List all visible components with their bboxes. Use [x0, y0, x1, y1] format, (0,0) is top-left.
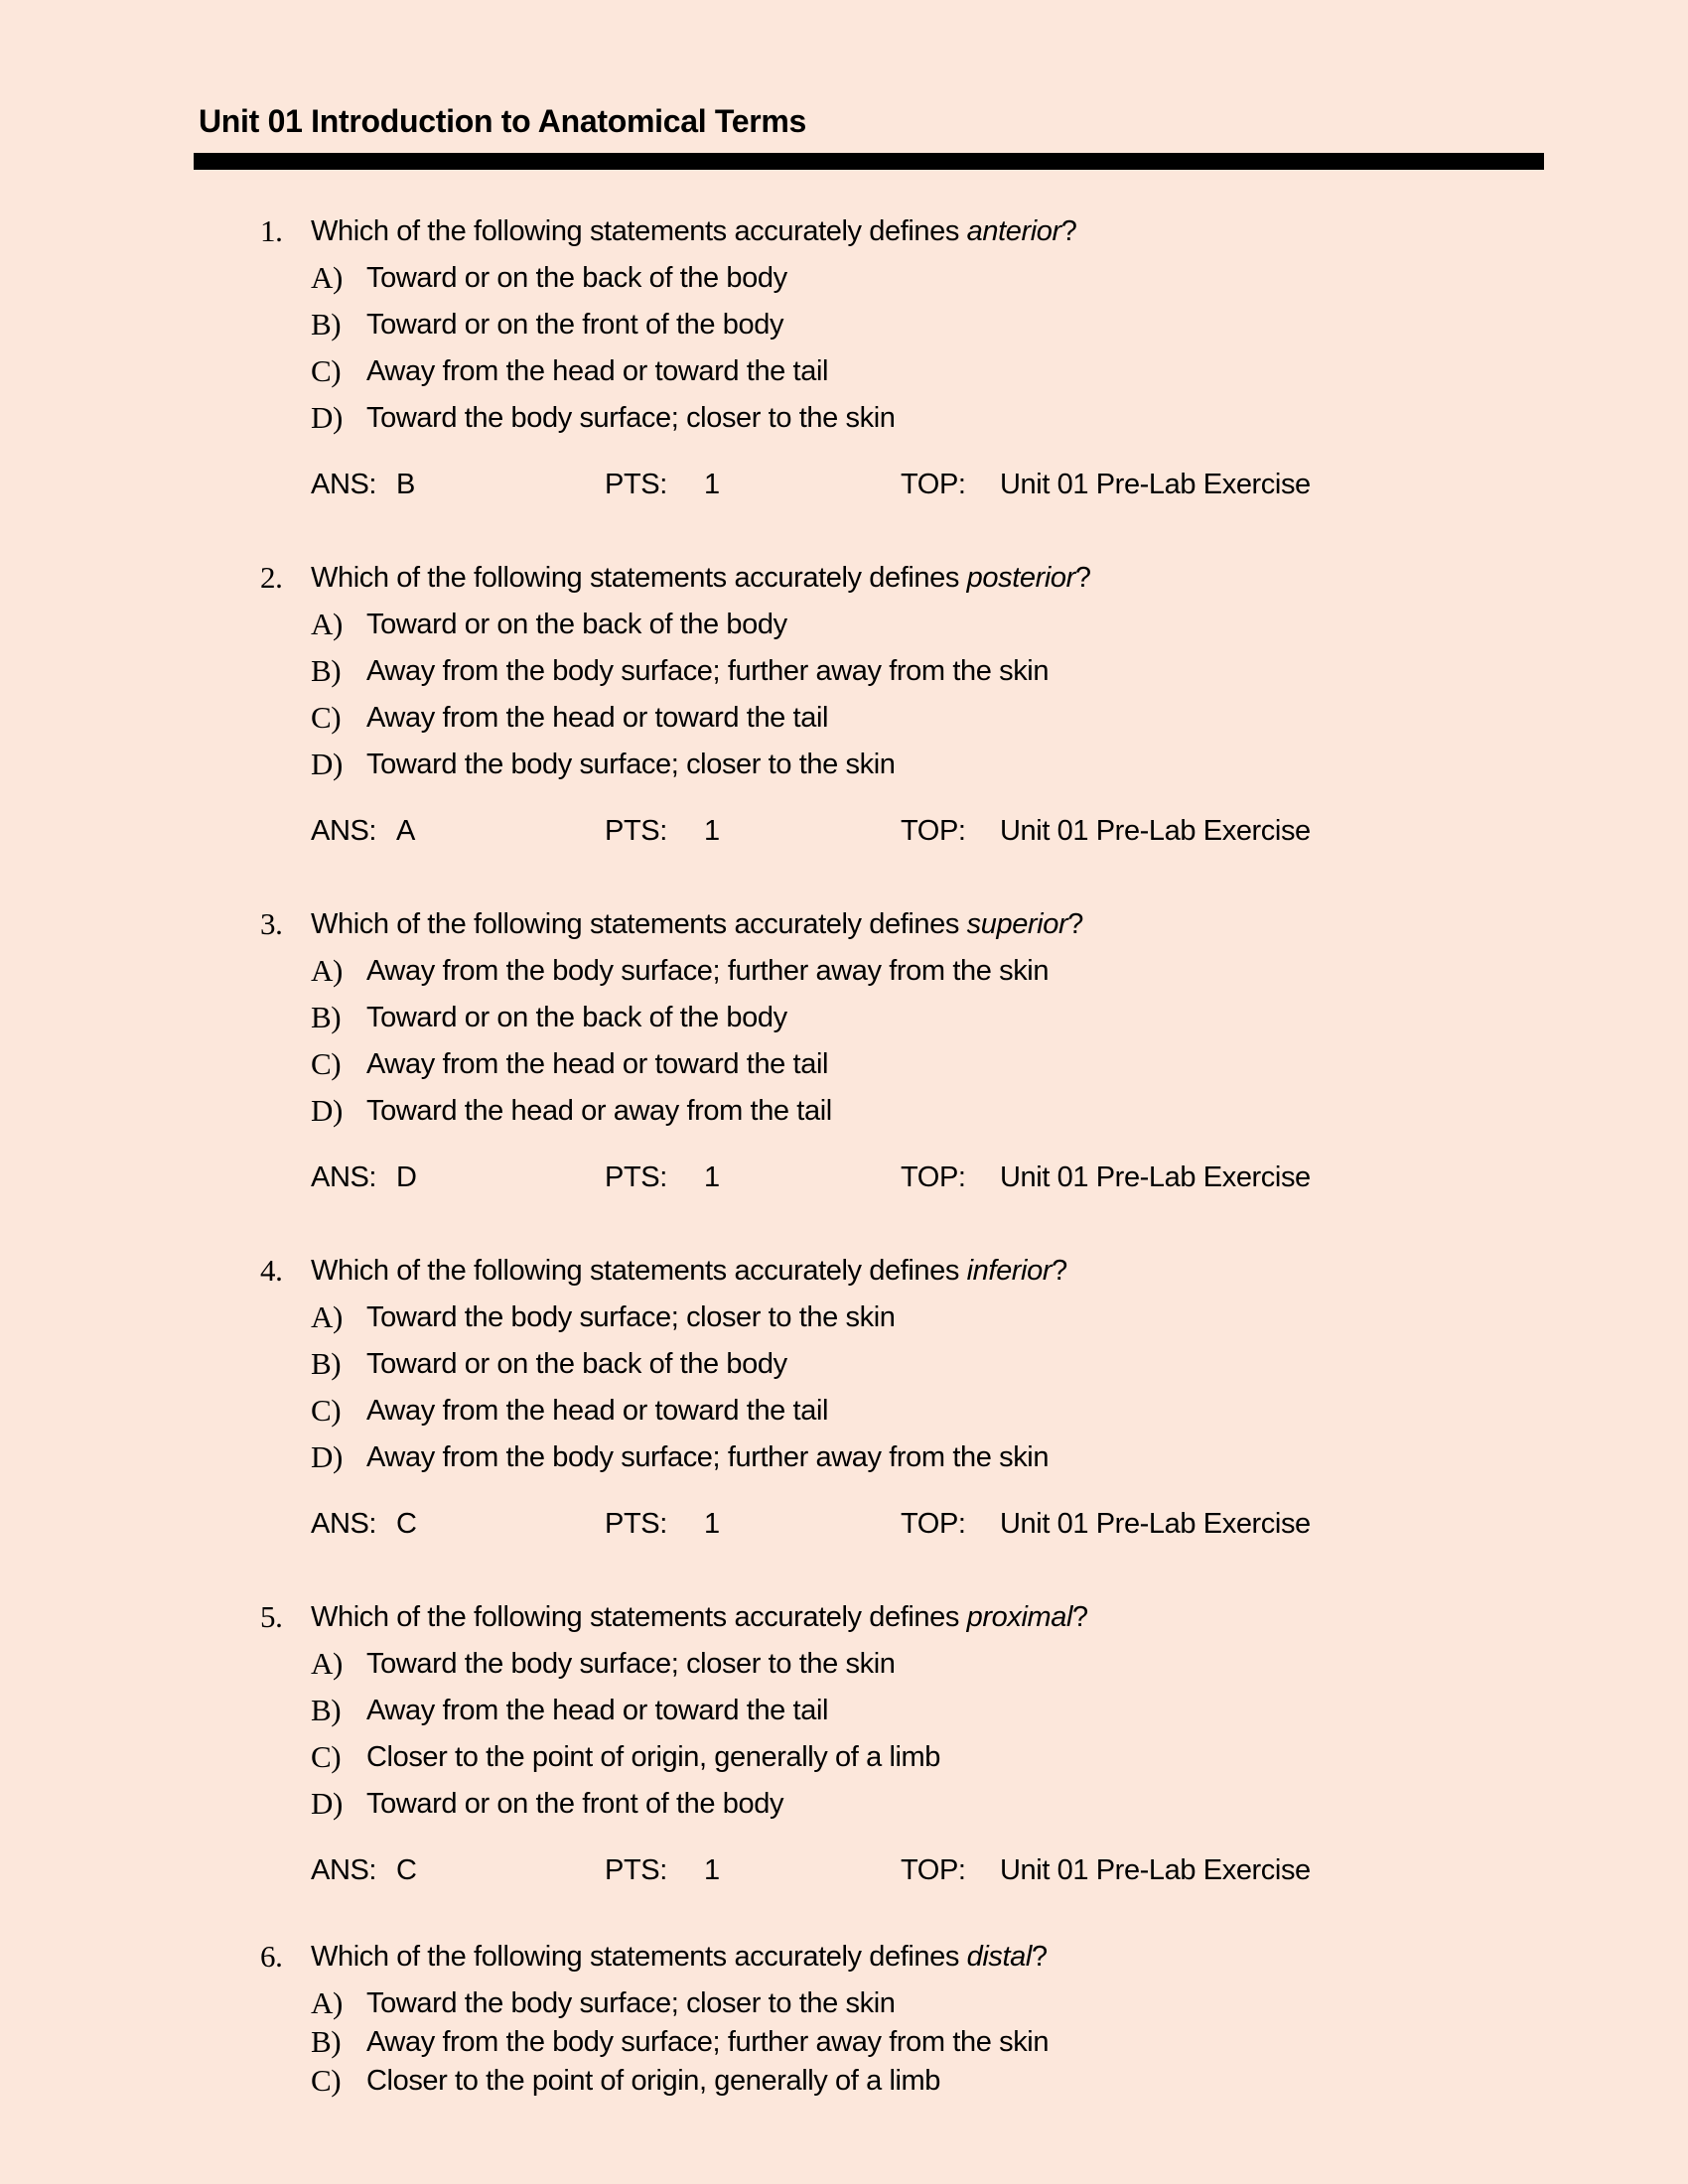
- ans-label: ANS:: [311, 815, 377, 847]
- pts-label: PTS:: [605, 1161, 667, 1193]
- option-letter: D): [311, 747, 343, 781]
- ans-label: ANS:: [311, 469, 377, 500]
- option-text: Away from the body surface; further away from the skin: [366, 2026, 1050, 2058]
- pts-value: 1: [704, 1508, 720, 1540]
- option-text: Toward or on the front of the body: [366, 1788, 784, 1820]
- question-stem: Which of the following statements accurately defines superior?: [311, 908, 1083, 940]
- option-letter: D): [311, 1093, 343, 1128]
- top-value: Unit 01 Pre-Lab Exercise: [1000, 815, 1311, 847]
- option-letter: A): [311, 1299, 343, 1334]
- option-letter: B): [311, 1693, 342, 1727]
- option-letter: C): [311, 2063, 342, 2098]
- question-number: 5.: [260, 1599, 283, 1634]
- page-title: Unit 01 Introduction to Anatomical Terms: [199, 103, 807, 139]
- option-text: Away from the head or toward the tail: [366, 1695, 829, 1726]
- question-number: 4.: [260, 1253, 283, 1288]
- option-text: Toward the body surface; closer to the skin: [366, 1301, 896, 1333]
- top-label: TOP:: [901, 1161, 966, 1193]
- ans-value: C: [396, 1508, 417, 1540]
- question-term: superior: [966, 908, 1068, 940]
- question-stem: Which of the following statements accurately defines distal?: [311, 1941, 1048, 1973]
- option-text: Toward the body surface; closer to the skin: [366, 402, 896, 434]
- option-letter: A): [311, 607, 343, 641]
- option-letter: D): [311, 400, 343, 435]
- option-letter: B): [311, 2024, 342, 2059]
- ans-value: D: [396, 1161, 417, 1193]
- top-label: TOP:: [901, 815, 966, 847]
- pts-value: 1: [704, 469, 720, 500]
- option-text: Toward the head or away from the tail: [366, 1095, 832, 1127]
- title-divider: [194, 153, 1544, 170]
- option-text: Toward the body surface; closer to the skin: [366, 749, 896, 780]
- question-stem: Which of the following statements accurately defines anterior?: [311, 215, 1077, 247]
- option-letter: A): [311, 953, 343, 988]
- question-number: 1.: [260, 213, 283, 248]
- option-text: Toward the body surface; closer to the skin: [366, 1987, 896, 2019]
- top-value: Unit 01 Pre-Lab Exercise: [1000, 469, 1311, 500]
- option-text: Away from the head or toward the tail: [366, 1395, 829, 1427]
- option-letter: C): [311, 700, 342, 735]
- option-letter: D): [311, 1439, 343, 1474]
- pts-value: 1: [704, 815, 720, 847]
- top-label: TOP:: [901, 1508, 966, 1540]
- option-text: Toward or on the back of the body: [366, 1002, 787, 1033]
- option-text: Away from the head or toward the tail: [366, 355, 829, 387]
- option-letter: B): [311, 653, 342, 688]
- option-text: Toward the body surface; closer to the skin: [366, 1648, 896, 1680]
- ans-value: C: [396, 1854, 417, 1886]
- option-letter: C): [311, 1739, 342, 1774]
- option-text: Away from the body surface; further away from the skin: [366, 655, 1050, 687]
- option-letter: B): [311, 1346, 342, 1381]
- option-letter: A): [311, 1646, 343, 1681]
- question-term: posterior: [966, 562, 1075, 594]
- option-letter: C): [311, 1393, 342, 1428]
- question-term: proximal: [966, 1601, 1073, 1633]
- option-text: Away from the body surface; further away from the skin: [366, 1441, 1050, 1473]
- option-text: Toward or on the back of the body: [366, 609, 787, 640]
- pts-label: PTS:: [605, 469, 667, 500]
- option-text: Toward or on the back of the body: [366, 1348, 787, 1380]
- question-stem: Which of the following statements accurately defines inferior?: [311, 1255, 1067, 1287]
- ans-label: ANS:: [311, 1161, 377, 1193]
- option-letter: D): [311, 1786, 343, 1821]
- top-value: Unit 01 Pre-Lab Exercise: [1000, 1508, 1311, 1540]
- question-term: distal: [966, 1941, 1032, 1973]
- option-text: Away from the head or toward the tail: [366, 702, 829, 734]
- option-text: Toward or on the back of the body: [366, 262, 787, 294]
- pts-value: 1: [704, 1854, 720, 1886]
- ans-label: ANS:: [311, 1508, 377, 1540]
- question-number: 2.: [260, 560, 283, 595]
- option-text: Closer to the point of origin, generally of a limb: [366, 1741, 941, 1773]
- pts-label: PTS:: [605, 815, 667, 847]
- option-text: Toward or on the front of the body: [366, 309, 784, 341]
- question-term: anterior: [966, 215, 1061, 247]
- question-number: 6.: [260, 1939, 283, 1974]
- question-term: inferior: [966, 1255, 1053, 1287]
- ans-value: B: [396, 469, 415, 500]
- option-text: Away from the body surface; further away from the skin: [366, 955, 1050, 987]
- option-letter: A): [311, 260, 343, 295]
- question-stem: Which of the following statements accurately defines proximal?: [311, 1601, 1088, 1633]
- pts-label: PTS:: [605, 1508, 667, 1540]
- option-text: Closer to the point of origin, generally of a limb: [366, 2065, 941, 2097]
- option-text: Away from the head or toward the tail: [366, 1048, 829, 1080]
- top-value: Unit 01 Pre-Lab Exercise: [1000, 1854, 1311, 1886]
- option-letter: C): [311, 353, 342, 388]
- top-label: TOP:: [901, 1854, 966, 1886]
- question-stem: Which of the following statements accurately defines posterior?: [311, 562, 1091, 594]
- ans-label: ANS:: [311, 1854, 377, 1886]
- option-letter: A): [311, 1985, 343, 2020]
- pts-label: PTS:: [605, 1854, 667, 1886]
- option-letter: B): [311, 307, 342, 341]
- option-letter: C): [311, 1046, 342, 1081]
- ans-value: A: [396, 815, 415, 847]
- pts-value: 1: [704, 1161, 720, 1193]
- option-letter: B): [311, 1000, 342, 1034]
- question-number: 3.: [260, 906, 283, 941]
- top-value: Unit 01 Pre-Lab Exercise: [1000, 1161, 1311, 1193]
- top-label: TOP:: [901, 469, 966, 500]
